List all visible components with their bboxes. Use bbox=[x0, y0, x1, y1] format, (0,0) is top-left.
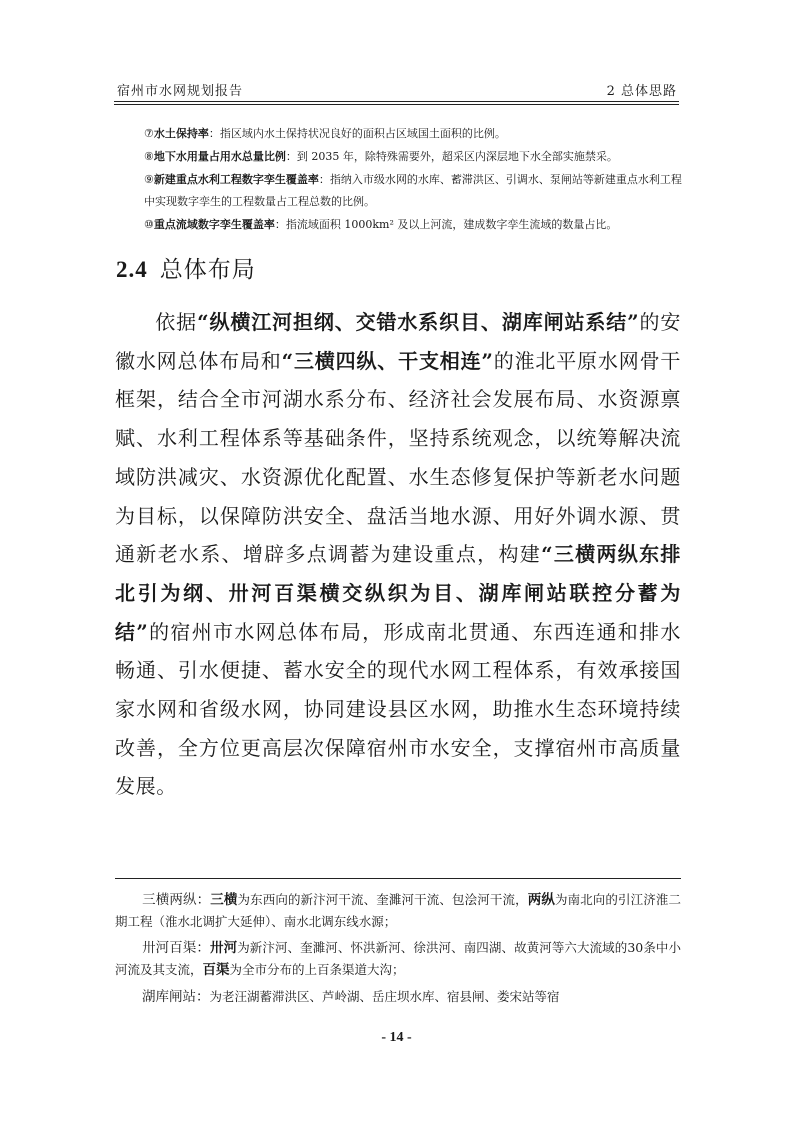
header-rule bbox=[114, 101, 679, 102]
footnote-text: 为老汪湖蓄滞洪区、芦岭湖、岳庄坝水库、宿县闸、娄宋站等宿 bbox=[209, 989, 560, 1004]
header-report-title: 宿州市水网规划报告 bbox=[117, 84, 244, 99]
footnote-strong: 卅河 bbox=[210, 940, 238, 956]
paragraph-emphasis-1: “纵横江河担纲、交错水系织目、湖库闸站系结” bbox=[197, 310, 640, 334]
indicator-item-8 bbox=[144, 146, 683, 168]
footnote-text: 为南北向的引江济淮二期工程（淮水北调扩大延伸）、南水北调东线水源； bbox=[115, 892, 682, 929]
header-chapter-title: 2 总体思路 bbox=[606, 84, 677, 99]
indicator-marker: ⑨ bbox=[144, 173, 154, 186]
indicator-item-9 bbox=[144, 169, 683, 213]
footnote-rule bbox=[115, 878, 681, 879]
indicator-text: ：指流域面积 1000km² 及以上河流，建成数字孪生流域的数量占比。 bbox=[274, 218, 618, 231]
indicator-title: 水土保持率 bbox=[153, 127, 209, 140]
footnote-item bbox=[115, 986, 681, 1008]
section-heading bbox=[116, 251, 256, 284]
page-number: - 14 - bbox=[381, 1030, 412, 1045]
indicator-text: ：指纳入市级水网的水库、蓄滞洪区、引调水、泵闸站等新建重点水利工程中实现数字孪生的工程数量占工程总数的比例。 bbox=[144, 173, 682, 208]
paragraph-text-3: 的淮北平原水网骨干框架，结合全市河湖水系分布、经济社会发展布局、水资源禀赋、水利工程体系等基础条件，坚持系统观念，以统筹解决流域防洪减灾、水资源优化配置、水生态修复保护等新老水问题为目标，以保障防洪安全、盘活当地水源、用好外调水源、贯通新老水系、增辟多点调蓄为建设重点，构建 bbox=[115, 348, 682, 567]
indicator-title: 地下水用量占用水总量比例 bbox=[153, 150, 286, 163]
section-number: 2.4 bbox=[116, 257, 148, 282]
paragraph-text-1: 依据 bbox=[155, 310, 198, 334]
indicator-marker: ⑧ bbox=[144, 150, 154, 163]
paragraph-emphasis-2: “三横四纵、干支相连” bbox=[281, 348, 494, 373]
footnote-term: 卅河百渠： bbox=[142, 940, 211, 956]
indicator-title: 新建重点水利工程数字孪生覆盖率 bbox=[153, 173, 319, 186]
footnote-text: 为新汴河、奎濉河、怀洪新河、徐洪河、南四湖、故黄河等六大流域的30条中小河流及其支流， bbox=[115, 940, 681, 977]
indicator-marker: ⑩ bbox=[144, 218, 154, 231]
body-paragraph bbox=[115, 303, 681, 806]
section-title: 总体布局 bbox=[159, 257, 256, 283]
indicator-text: ：指区域内水土保持状况良好的面积占区域国土面积的比例。 bbox=[208, 127, 506, 140]
footnote-text: 为全市分布的上百条渠道大沟； bbox=[229, 962, 405, 977]
footnote-item bbox=[115, 937, 681, 981]
indicator-marker: ⑦ bbox=[144, 127, 154, 140]
paragraph-text-4: 的宿州市水网总体布局，形成南北贯通、东西连通和排水畅通、引水便捷、蓄水安全的现代水网工程体系，有效承接国家水网和省级水网，协同建设县区水网，助推水生态环境持续改善，全方位更高层次保障宿州市水安全，支撑宿州市高质量发展。 bbox=[115, 619, 681, 799]
footnote-strong: 两纵 bbox=[527, 892, 555, 908]
footnote-text: 为东西向的新汴河干流、奎濉河干流、包浍河干流， bbox=[237, 892, 528, 907]
indicator-item-10 bbox=[144, 214, 683, 236]
paragraph-emphasis-3: “三横两纵东排北引为纲、卅河百渠横交纵织为目、湖库闸站联控分蓄为结” bbox=[115, 542, 681, 644]
indicator-item-7 bbox=[144, 123, 683, 145]
footnote-term: 湖库闸站： bbox=[142, 989, 210, 1005]
footnote-strong: 百渠 bbox=[202, 962, 230, 978]
footnote-strong: 三横 bbox=[210, 892, 238, 908]
header-rule-second bbox=[114, 104, 679, 105]
footnote-term: 三横两纵： bbox=[142, 892, 211, 908]
paragraph-text-2: 的安徽水网总体布局和 bbox=[115, 310, 682, 373]
indicator-title: 重点流域数字孪生覆盖率 bbox=[153, 218, 275, 231]
footnote-item bbox=[115, 889, 681, 933]
indicator-text: ：到 2035 年，除特殊需要外，超采区内深层地下水全部实施禁采。 bbox=[285, 150, 618, 163]
